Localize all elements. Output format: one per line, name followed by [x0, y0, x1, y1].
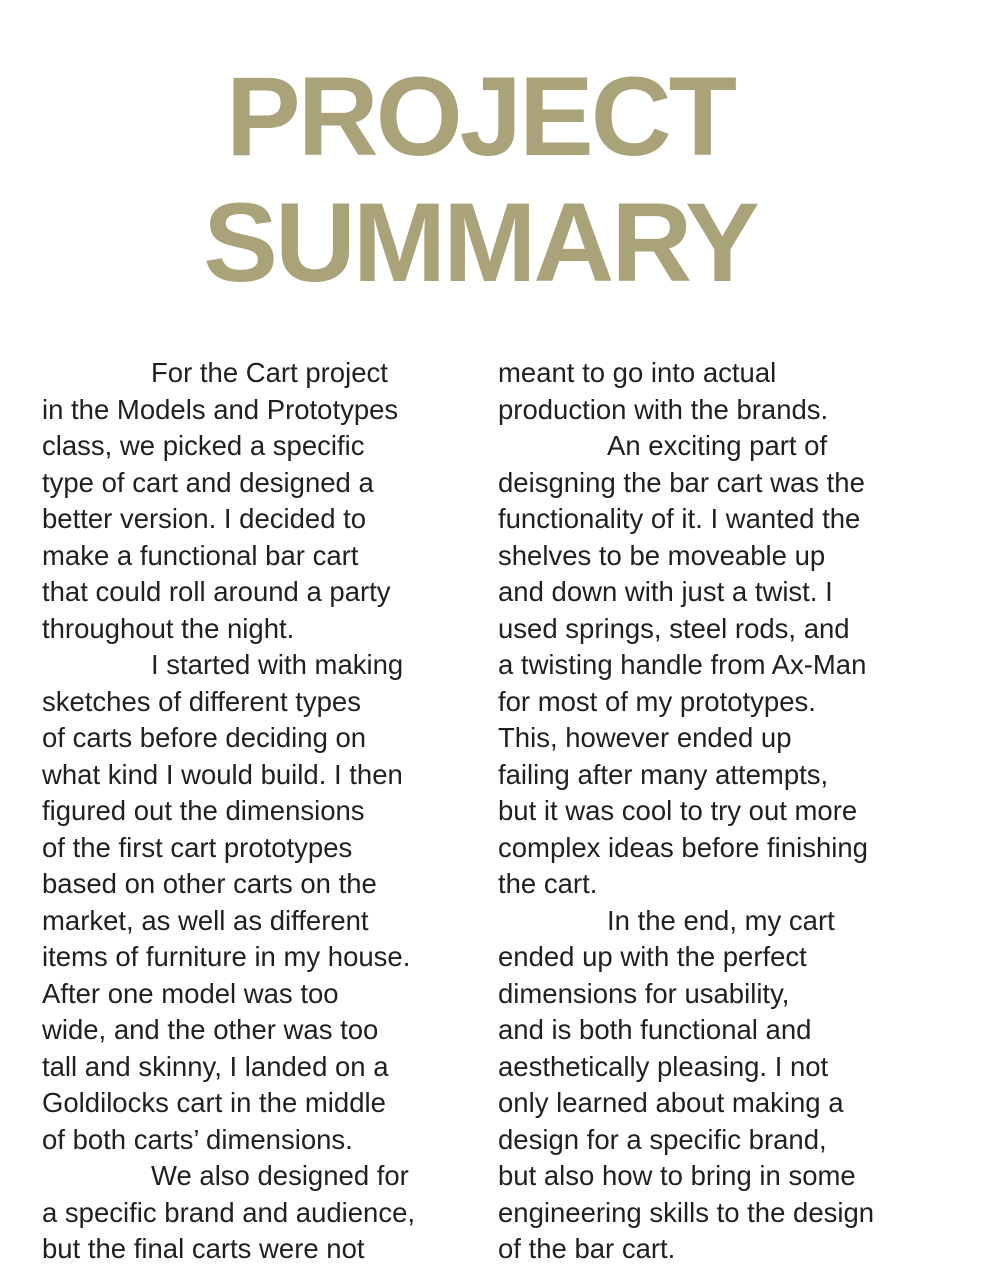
text-line: that could roll around a party [42, 576, 391, 607]
text-line: failing after many attempts, [498, 758, 829, 790]
text-line: better version. I decided to [42, 503, 367, 534]
text-line: throughout the night. [42, 612, 295, 644]
text-line: figured out the dimensions [42, 795, 365, 826]
text-line: type of cart and designed a [42, 466, 374, 498]
text-line: After one model was too [42, 977, 339, 1009]
text-line: functionality of it. I wanted the [498, 503, 861, 534]
text-line: design for a specific brand, [498, 1123, 827, 1155]
title-line-2: SUMMARY [203, 180, 757, 305]
text-line: We also designed for [151, 1160, 409, 1191]
text-line: ended up with the perfect [498, 941, 807, 972]
text-line: a twisting handle from Ax-Man [498, 649, 867, 680]
left-text-column [42, 355, 472, 1268]
page-title [0, 54, 960, 306]
text-line: items of furniture in my house. [42, 941, 411, 972]
text-line: only learned about making a [498, 1087, 844, 1118]
text-line: but also how to bring in some [498, 1160, 856, 1191]
text-line: make a functional bar cart [42, 539, 359, 571]
text-line: dimensions for usability, [498, 977, 790, 1009]
text-line: engineering skills to the design [498, 1196, 875, 1228]
text-line: a specific brand and audience, [42, 1196, 416, 1228]
text-line: of both carts’ dimensions. [42, 1123, 353, 1155]
text-line: of the bar cart. [498, 1233, 676, 1264]
text-line: sketches of different types [42, 685, 361, 717]
text-line: aesthetically pleasing. I not [498, 1050, 829, 1082]
text-line: the cart. [498, 868, 598, 899]
title-line-1: PROJECT [226, 54, 734, 179]
text-line: based on other carts on the [42, 868, 377, 899]
text-line: of carts before deciding on [42, 722, 367, 753]
text-line: shelves to be moveable up [498, 539, 826, 571]
text-line: used springs, steel rods, and [498, 612, 850, 644]
text-line: For the Cart project [151, 357, 388, 388]
text-line: wide, and the other was too [42, 1014, 379, 1045]
text-line: production with the brands. [498, 393, 829, 425]
text-line: I started with making [151, 649, 404, 680]
text-line: meant to go into actual [498, 357, 777, 388]
text-line: deisgning the bar cart was the [498, 466, 865, 498]
text-line: An exciting part of [607, 430, 828, 461]
text-line: in the Models and Prototypes [42, 393, 399, 425]
text-line: class, we picked a specific [42, 430, 365, 461]
text-line: and down with just a twist. I [498, 576, 833, 607]
text-line: market, as well as different [42, 904, 369, 936]
text-line: Goldilocks cart in the middle [42, 1087, 386, 1118]
text-line: but it was cool to try out more [498, 795, 858, 826]
right-text-column [498, 355, 938, 1268]
text-line: tall and skinny, I landed on a [42, 1050, 389, 1082]
text-line: complex ideas before finishing [498, 831, 868, 863]
text-line: what kind I would build. I then [42, 758, 403, 790]
text-line: This, however ended up [498, 722, 792, 753]
text-line: of the first cart prototypes [42, 831, 353, 863]
text-line: but the final carts were not [42, 1233, 365, 1264]
text-line: for most of my prototypes. [498, 685, 816, 717]
text-line: and is both functional and [498, 1014, 812, 1045]
text-line: In the end, my cart [607, 904, 835, 936]
